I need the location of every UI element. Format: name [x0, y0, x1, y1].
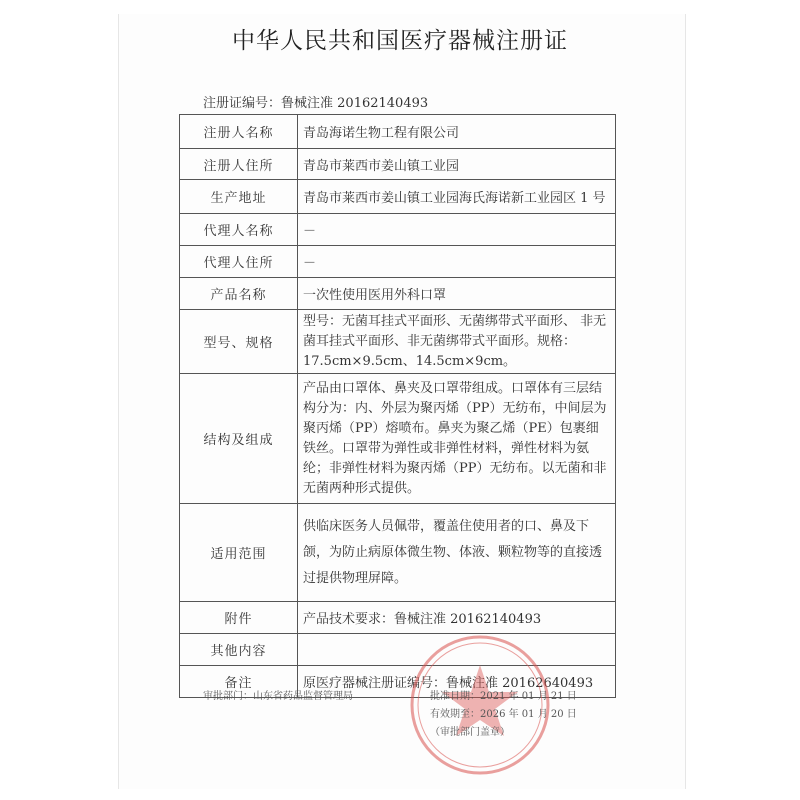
table-row	[180, 180, 616, 214]
row-value: 一次性使用医用外科口罩	[298, 278, 616, 310]
row-label: 适用范围	[180, 504, 298, 602]
row-value: －	[298, 214, 616, 246]
table-row	[180, 310, 616, 374]
row-value: 产品由口罩体、鼻夹及口罩带组成。口罩体有三层结构分为：内、外层为聚丙烯（PP）无纺布，中间层为聚丙烯（PP）熔喷布。鼻夹为聚乙烯（PE）包裹细铁丝。口罩带为弹性或非弹性材料，弹性材料为氨纶；非弹性材料为聚丙烯（PP）无纺布。以无菌和非无菌两种形式提供。	[298, 374, 616, 504]
table-row	[180, 115, 616, 149]
table-row	[180, 149, 616, 180]
row-label: 其他内容	[180, 634, 298, 666]
page-title: 中华人民共和国医疗器械注册证	[232, 28, 568, 54]
row-label: 代理人住所	[180, 246, 298, 278]
row-label: 注册人名称	[180, 115, 298, 149]
date-block	[430, 688, 577, 742]
row-value: 产品技术要求：鲁械注准 20162140493	[298, 602, 616, 634]
row-label: 产品名称	[180, 278, 298, 310]
row-label: 注册人住所	[180, 149, 298, 180]
row-value: －	[298, 246, 616, 278]
row-label: 型号、规格	[180, 310, 298, 374]
table-row	[180, 278, 616, 310]
stamp-note: （审批部门盖章）	[430, 727, 510, 738]
registration-number	[203, 92, 428, 111]
row-value: 青岛海诺生物工程有限公司	[298, 115, 616, 149]
table-row	[180, 504, 616, 602]
row-value: 供临床医务人员佩带，覆盖住使用者的口、鼻及下颌，为防止病原体微生物、体液、颗粒物等的直接透过提供物理屏障。	[298, 504, 616, 602]
row-value: 青岛市莱西市姜山镇工业园海氏海诺新工业园区 1 号	[298, 180, 616, 214]
valid-until-date: 有效期至：2026 年 01 月 20 日	[430, 709, 577, 720]
certificate-table	[179, 114, 616, 698]
table-row	[180, 214, 616, 246]
registration-number-label: 注册证编号：	[203, 96, 282, 111]
approval-date: 批准日期：2021 年 01 月 21 日	[430, 691, 577, 702]
table-row	[180, 246, 616, 278]
registration-number-value: 鲁械注准 20162140493	[281, 96, 429, 111]
row-label: 代理人名称	[180, 214, 298, 246]
row-label: 生产地址	[180, 180, 298, 214]
row-label: 结构及组成	[180, 374, 298, 504]
row-value: 青岛市莱西市姜山镇工业园	[298, 149, 616, 180]
row-label: 附件	[180, 602, 298, 634]
row-label: 备注	[180, 666, 298, 698]
table-row	[180, 602, 616, 634]
table-row	[180, 374, 616, 504]
row-value: 原医疗器械注册证编号：鲁械注准 20162640493	[298, 666, 616, 698]
approval-department: 审批部门：山东省药品监督管理局	[203, 691, 353, 702]
row-value: 型号：无菌耳挂式平面形、无菌绑带式平面形、 非无菌耳挂式平面形、非无菌绑带式平面形。规格：17.5cm×9.5cm、14.5cm×9cm。	[298, 310, 616, 374]
